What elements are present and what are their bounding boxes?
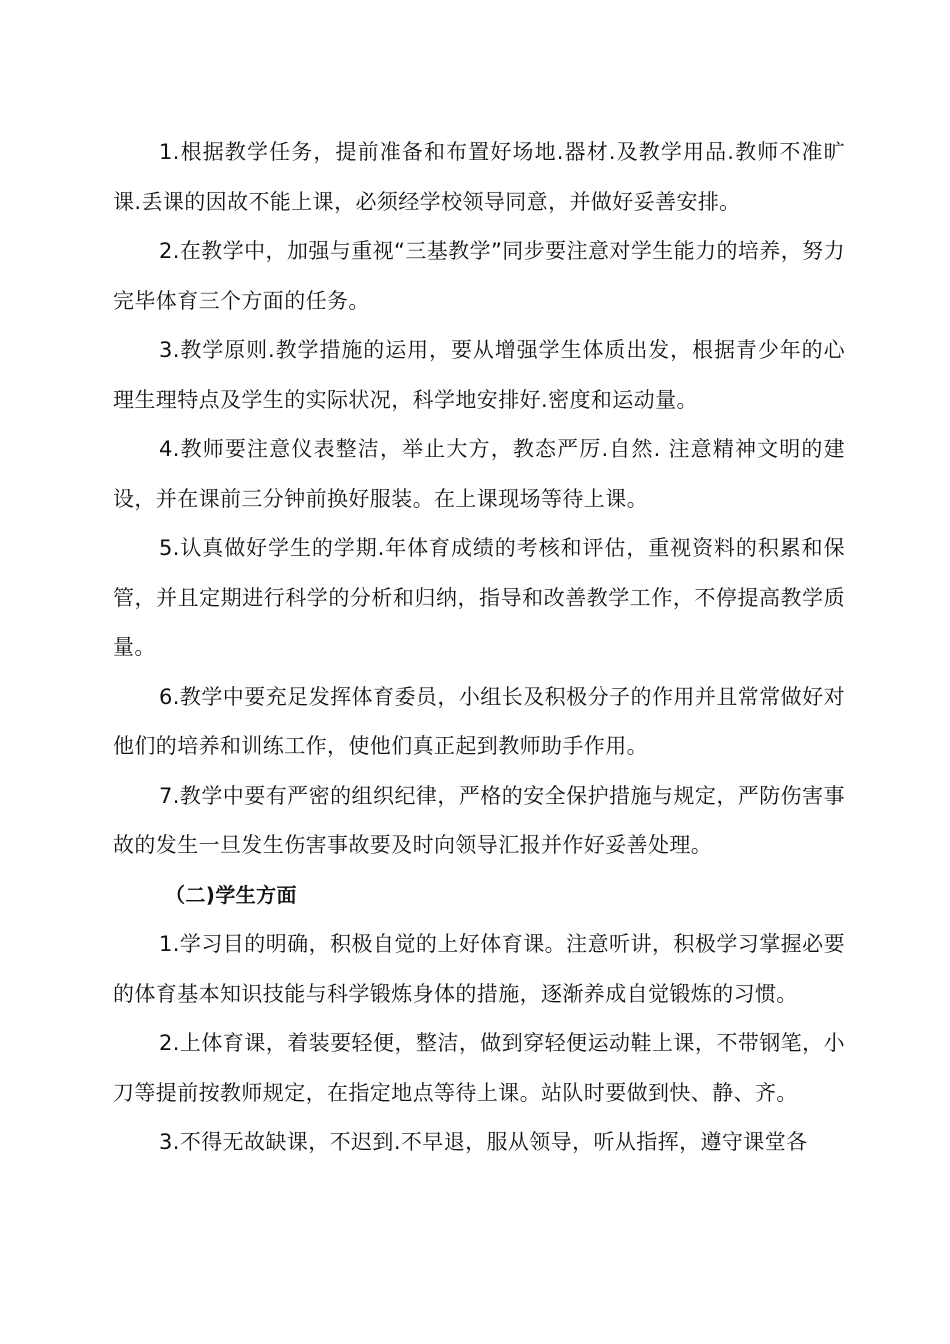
student-item-1: 1.学习目的明确，积极自觉的上好体育课。注意听讲，积极学习掌握必要的体育基本知识技能与科学锻炼身体的措施，逐渐养成自觉锻炼的习惯。 [113,932,845,1006]
teacher-item-1: 1.根据教学任务，提前准备和布置好场地.器材.及教学用品.教师不准旷课.丢课的因故不能上课，必须经学校领导同意，并做好妥善安排。 [113,140,845,214]
teacher-item-5: 5.认真做好学生的学期.年体育成绩的考核和评估，重视资料的积累和保管，并且定期进行科学的分析和归纳，指导和改善教学工作，不停提高教学质量。 [113,536,845,659]
document-body [113,128,845,1168]
section-heading-students: （二)学生方面 [165,882,297,907]
student-item-3: 3.不得无故缺课，不迟到.不早退，服从领导，听从指挥，遵守课堂各 [159,1130,808,1154]
student-item-2: 2.上体育课，着装要轻便，整洁，做到穿轻便运动鞋上课，不带钢笔，小刀等提前按教师规定，在指定地点等待上课。站队时要做到快、静、齐。 [113,1031,845,1105]
teacher-item-7: 7.教学中要有严密的组织纪律，严格的安全保护措施与规定，严防伤害事故的发生一旦发生伤害事故要及时向领导汇报并作好妥善处理。 [113,783,845,857]
teacher-item-6: 6.教学中要充足发挥体育委员，小组长及积极分子的作用并且常常做好对他们的培养和训练工作，使他们真正起到教师助手作用。 [113,684,845,758]
teacher-item-4: 4.教师要注意仪表整洁，举止大方，教态严厉.自然. 注意精神文明的建设，并在课前三分钟前换好服装。在上课现场等待上课。 [113,437,845,511]
teacher-item-3: 3.教学原则.教学措施的运用，要从增强学生体质出发，根据青少年的心理生理特点及学生的实际状况，科学地安排好.密度和运动量。 [113,338,845,412]
teacher-item-2: 2.在教学中，加强与重视“三基教学”同步要注意对学生能力的培养，努力完毕体育三个方面的任务。 [113,239,845,313]
